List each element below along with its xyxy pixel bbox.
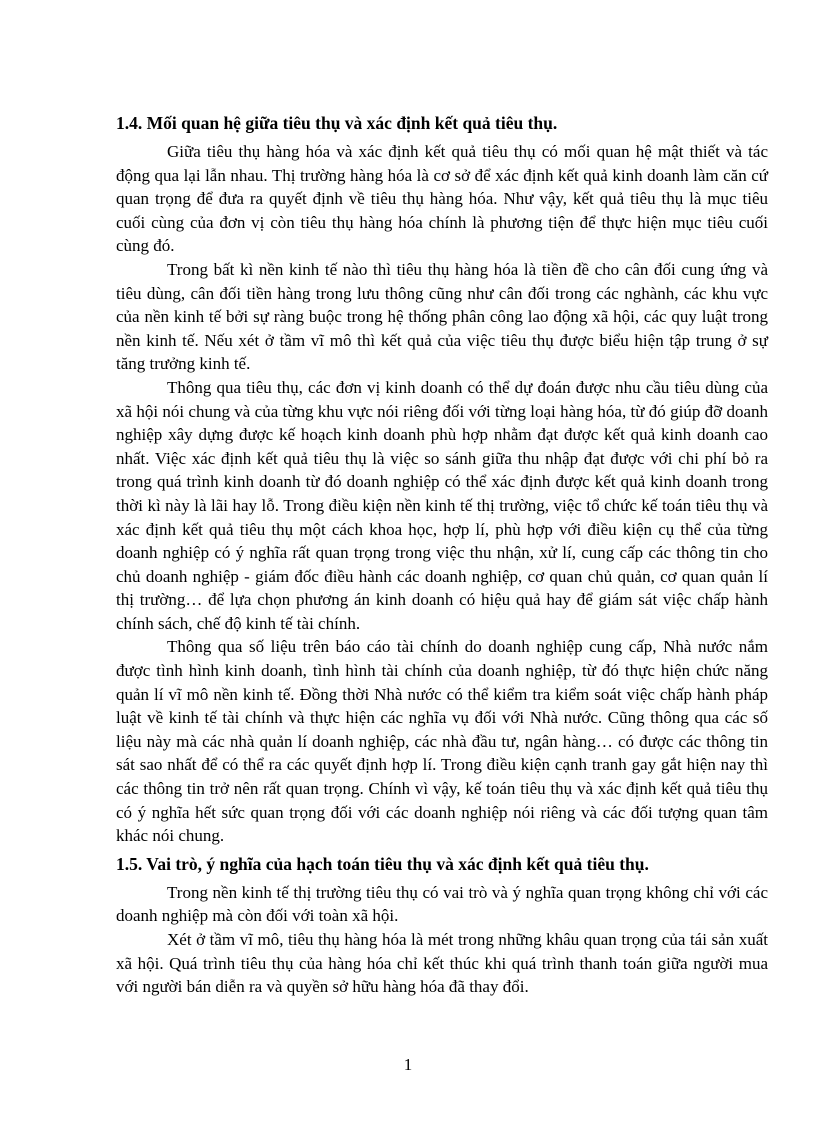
page-number: 1	[403, 1055, 413, 1074]
document-page	[116, 112, 768, 999]
section-2-paragraph: Trong nền kinh tế thị trường tiêu thụ có vai trò và ý nghĩa quan trọng không chỉ với các doanh nghiệp mà còn đối với toàn xã hội.	[116, 882, 768, 926]
section-1-paragraph: Giữa tiêu thụ hàng hóa và xác định kết quả tiêu thụ có mối quan hệ mật thiết và tác động qua lại lẫn nhau. Thị trường hàng hóa là cơ sở để xác định kết quả kinh doanh làm căn cứ quan trọng để đưa ra quyết định về tiêu thụ hàng hóa. Như vậy, kết quả tiêu thụ là mục tiêu cuối cùng của đơn vị còn tiêu thụ hàng hóa chính là phương tiện để thực hiện mục tiêu cuối cùng đó.	[116, 142, 768, 256]
section-1-paragraph: Thông qua số liệu trên báo cáo tài chính do doanh nghiệp cung cấp, Nhà nước nắm được tình hình kinh doanh, tình hình tài chính của doanh nghiệp, từ đó thực hiện chức năng quản lí vĩ mô nền kinh tế. Đồng thời Nhà nước có thể kiểm tra kiểm soát việc chấp hành pháp luật về kinh tế tài chính và thực hiện các nghĩa vụ đối với Nhà nước. Cũng thông qua các số liệu này mà các nhà quản lí doanh nghiệp, các nhà đầu tư, ngân hàng… có được các thông tin sát sao nhất để có thể ra các quyết định hợp lí. Trong điều kiện cạnh tranh gay gắt hiện nay thì các thông tin trở nên rất quan trọng. Chính vì vậy, kế toán tiêu thụ và xác định kết quả tiêu thụ có ý nghĩa hết sức quan trọng đối với các doanh nghiệp nói riêng và các đối tượng quan tâm khác nói chung.	[116, 637, 768, 846]
section-1-paragraph: Thông qua tiêu thụ, các đơn vị kinh doanh có thể dự đoán được nhu cầu tiêu dùng của xã hội nói chung và của từng khu vực nói riêng đối với từng loại hàng hóa, từ đó giúp đỡ doanh nghiệp xây dựng được kế hoạch kinh doanh phù hợp nhằm đạt được kết quả kinh doanh cao nhất. Việc xác định kết quả tiêu thụ là việc so sánh giữa thu nhập đạt được với chi phí bỏ ra trong quá trình kinh doanh từ đó doanh nghiệp có thể xác định được kết quả kinh doanh trong thời kì này là lãi hay lỗ. Trong điều kiện nền kinh tế thị trường, việc tổ chức kế toán tiêu thụ và xác định kết quả tiêu thụ một cách khoa học, hợp lí, phù hợp với điều kiện cụ thể của từng doanh nghiệp có ý nghĩa rất quan trọng trong việc thu nhận, xử lí, cung cấp các thông tin cho chủ doanh nghiệp - giám đốc điều hành các doanh nghiệp, cơ quan chủ quản, cơ quan quản lí thị trường… để lựa chọn phương án kinh doanh có hiệu quả hay để giám sát việc chấp hành chính sách, chế độ kinh tế tài chính.	[116, 377, 768, 633]
section-1-paragraph: Trong bất kì nền kinh tế nào thì tiêu thụ hàng hóa là tiền đề cho cân đối cung ứng và tiêu dùng, cân đối tiền hàng trong lưu thông cũng như cân đối trong các nghành, các khu vực của nền kinh tế bởi sự ràng buộc trong hệ thống phân công lao động xã hội, các quy luật trong nền kinh tế. Nếu xét ở tầm vĩ mô thì kết quả của việc tiêu thụ được biểu hiện tập trung ở sự tăng trưởng kinh tế.	[116, 259, 768, 374]
section-2-heading: 1.5. Vai trò, ý nghĩa của hạch toán tiêu thụ và xác định kết quả tiêu thụ.	[116, 853, 649, 874]
section-2-paragraph: Xét ở tầm vĩ mô, tiêu thụ hàng hóa là mét trong những khâu quan trọng của tái sản xuất xã hội. Quá trình tiêu thụ của hàng hóa chỉ kết thúc khi quá trình thanh toán giữa người mua với người bán diễn ra và quyền sở hữu hàng hóa đã thay đổi.	[116, 930, 768, 997]
section-1-heading: 1.4. Mối quan hệ giữa tiêu thụ và xác định kết quả tiêu thụ.	[116, 113, 558, 133]
